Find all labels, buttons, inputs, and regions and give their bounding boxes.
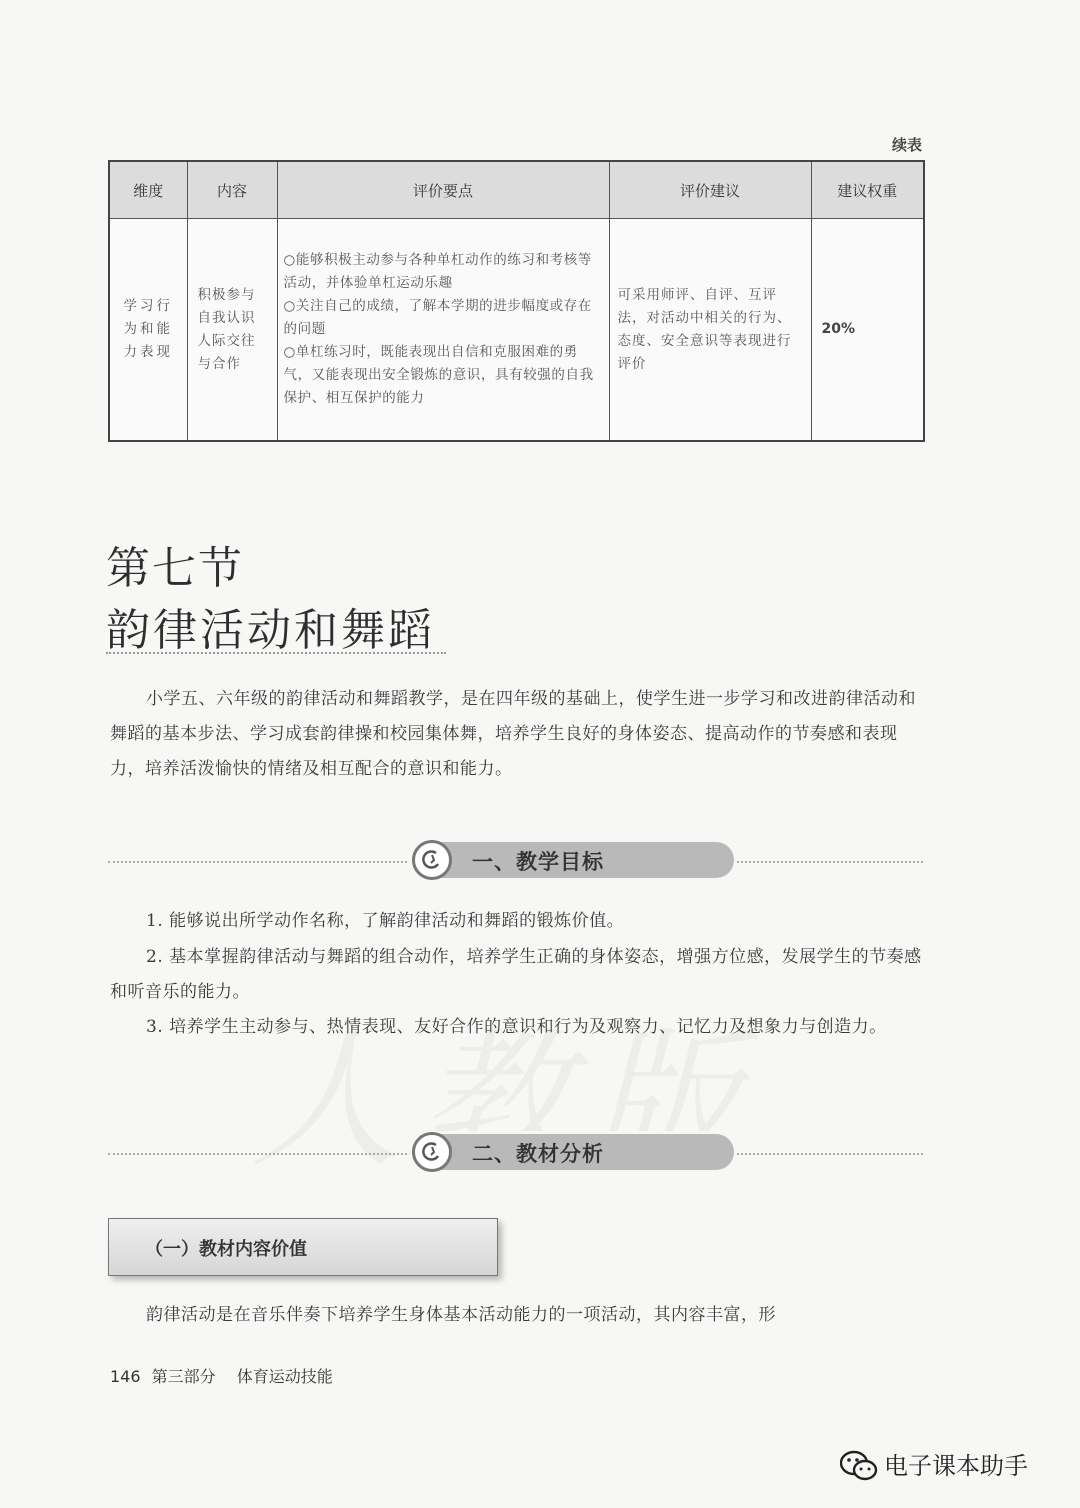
subheading-box [108,1218,498,1276]
goal-item [110,1010,922,1045]
evaluation-table [108,160,925,442]
footer-chapter: 体育运动技能 [236,1367,333,1386]
section-title: 韵律活动和舞蹈 [106,605,435,656]
goal-text: 1. 能够说出所学动作名称，了解韵律活动和舞蹈的锻炼价值。 [146,911,625,931]
intro-text: 小学五、六年级的韵律活动和舞蹈教学，是在四年级的基础上，使学生进一步学习和改进韵律活动和舞蹈的基本步法、学习成套韵律操和校园集体舞，培养学生良好的身体姿态、提高动作的节奏感和表现力，培养活泼愉快的情绪及相互配合的意识和能力。 [110,689,916,779]
section-title-rule [106,652,446,654]
heading-material-analysis [108,1134,923,1174]
body-text: 韵律活动是在音乐伴奏下培养学生身体基本活动能力的一项活动，其内容丰富，形 [146,1305,776,1325]
continued-table-label: 续表 [891,136,922,154]
footer-part: 第三部分 [151,1367,216,1386]
page-number: 146 [110,1367,141,1386]
body-paragraph [110,1298,922,1333]
cell-advice: 可采用师评、自评、互评法，对活动中相关的行为、态度、安全意识等表现进行评价 [609,219,811,442]
table-header-row [109,161,924,219]
cell-dimension: 学习行为和能力表现 [109,219,187,442]
section-badge-icon [412,1132,452,1172]
page-footer [110,1364,333,1387]
cell-content: 积极参与自我认识人际交往与合作 [187,219,277,442]
cell-weight: 20% [811,219,924,442]
heading-pill [412,1134,734,1170]
header-dimension: 维度 [109,161,187,219]
header-content: 内容 [187,161,277,219]
brand-name: 电子课本助手 [884,1452,1028,1480]
point-item: ○关注自己的成绩，了解本学期的进步幅度或存在的问题 [283,298,592,337]
section-badge-icon [412,840,452,880]
header-advice: 评价建议 [609,161,811,219]
wechat-icon [840,1450,878,1486]
point-item: ○单杠练习时，既能表现出自信和克服困难的勇气，又能表现出安全锻炼的意识，具有较强的自我保护、相互保护的能力 [283,344,594,406]
header-weight: 建议权重 [811,161,924,219]
heading-teaching-goals [108,842,923,882]
subheading-text: （一）教材内容价值 [145,1239,307,1260]
cell-points [277,219,609,442]
goal-item [110,940,922,1010]
header-points: 评价要点 [277,161,609,219]
intro-paragraph [110,682,922,787]
heading-pill [412,842,734,878]
heading-text: 二、教材分析 [472,1142,604,1166]
goal-text: 2. 基本掌握韵律活动与舞蹈的组合动作，培养学生正确的身体姿态，增强方位感，发展学生的节奏感和听音乐的能力。 [110,947,922,1002]
heading-text: 一、教学目标 [472,850,604,874]
goal-item [110,904,922,939]
section-number: 第七节 [106,543,244,594]
goal-text: 3. 培养学生主动参与、热情表现、友好合作的意识和行为及观察力、记忆力及想象力与创造力。 [146,1017,887,1037]
point-item: ○能够积极主动参与各种单杠动作的练习和考核等活动，并体验单杠运动乐趣 [283,252,592,291]
table-row [109,219,924,442]
